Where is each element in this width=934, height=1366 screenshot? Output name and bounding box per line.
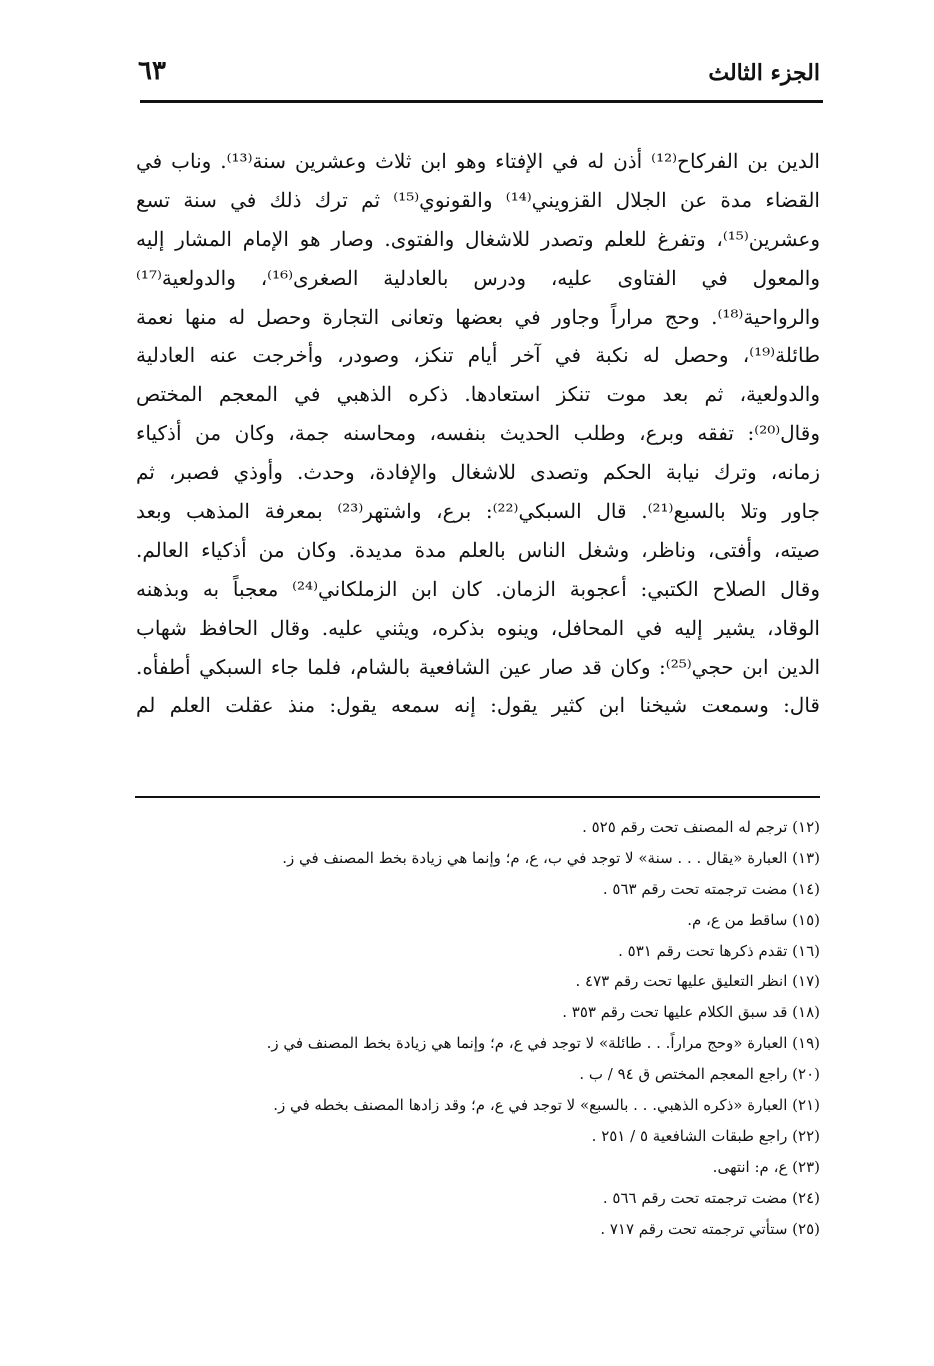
text-line: القضاء مدة عن الجلال القزويني⁽¹⁴⁾ والقونوي⁽¹⁵⁾ ثم ترك ذلك في سنة تسع [136,187,820,212]
footnote: (٢٠) راجع المعجم المختص ق ٩٤ / ب . [579,1065,820,1084]
footnote: (١٤) مضت ترجمته تحت رقم ٥٦٣ . [602,879,820,898]
text-line: الدين بن الفركاح⁽¹²⁾ أذن له في الإفتاء وهو ابن ثلاث وعشرين سنة⁽¹³⁾. وناب في [136,149,820,173]
footnote: (١٨) قد سبق الكلام عليها تحت رقم ٣٥٣ . [562,1003,820,1022]
text-line: قال: وسمعت شيخنا ابن كثير يقول: إنه سمعه يقول: منذ عقلت العلم لم [136,693,820,718]
text-line: وقال الصلاح الكتبي: أعجوبة الزمان. كان ابن الزملكاني⁽²⁴⁾ معجباً به وبذهنه [136,576,820,601]
text-line: وقال⁽²⁰⁾: تفقه وبرع، وطلب الحديث بنفسه، ومحاسنه جمة، وكان من أذكياء [136,421,820,446]
footnote-rule [135,796,820,798]
footnote: (٢٤) مضت ترجمته تحت رقم ٥٦٦ . [602,1188,820,1207]
footnote: (٢٣) ع، م: انتهى. [712,1157,820,1176]
text-line: جاور وتلا بالسبع⁽²¹⁾. قال السبكي⁽²²⁾: برع، واشتهر⁽²³⁾ بمعرفة المذهب وبعد [136,499,820,524]
footnotes [150,812,820,1244]
footnote: (١٩) العبارة «وحج مراراً. . . طائلة» لا توجد في ع، م؛ وإنما هي زيادة بخط المصنف في ز. [266,1034,820,1053]
footnote: (٢٥) ستأتي ترجمته تحت رقم ٧١٧ . [600,1219,820,1238]
header-rule [140,100,823,103]
text-line: صيته، وأفتى، وناظر، وشغل الناس بالعلم مدة مديدة. وكان من أذكياء العالم. [136,537,820,562]
text-line: وعشرين⁽¹⁵⁾، وتفرغ للعلم وتصدر للاشغال والفتوى. وصار هو الإمام المشار إليه [136,226,820,251]
text-line: والمعول في الفتاوى عليه، ودرس بالعادلية الصغرى⁽¹⁶⁾، والدولعية⁽¹⁷⁾ [136,265,820,290]
footnote: (١٧) انظر التعليق عليها تحت رقم ٤٧٣ . [575,972,820,991]
running-title: الجزء الثالث [708,60,820,86]
footnote: (١٢) ترجم له المصنف تحت رقم ٥٢٥ . [582,818,820,836]
text-line: والرواحية⁽¹⁸⁾. وحج مراراً وجاور في بعضها وتعانى التجارة وحصل له منها نعمة [136,304,820,329]
page-number: ٦٣ [138,56,166,86]
text-line: الدين ابن حجي⁽²⁵⁾: وكان قد صار عين الشافعية بالشام، فلما جاء السبكي أطفأه. [136,654,820,679]
text-line: زمانه، وترك نيابة الحكم وتصدى للاشغال والإفادة، وحدث. وأوذي فصبر، ثم [136,460,820,485]
footnote: (١٣) العبارة «يقال . . . سنة» لا توجد في ب، ع، م؛ وإنما هي زيادة بخط المصنف في ز. [282,848,820,867]
text-line: طائلة⁽¹⁹⁾، وحصل له نكبة في آخر أيام تنكز، وصودر، وأخرجت عنه العادلية [136,343,820,368]
text-line: والدولعية، ثم بعد موت تنكز استعادها. ذكره الذهبي في المعجم المختص [136,382,820,407]
footnote: (١٥) ساقط من ع، م. [687,910,820,929]
footnote: (١٦) تقدم ذكرها تحت رقم ٥٣١ . [618,941,820,960]
main-text [136,142,820,725]
text-line: الوقاد، يشير إليه في المحافل، وينوه بذكره، ويثني عليه. وقال الحافظ شهاب [136,615,820,640]
footnote: (٢٢) راجع طبقات الشافعية ٥ / ٢٥١ . [591,1126,820,1145]
page-header [138,52,820,92]
footnote: (٢١) العبارة «ذكره الذهبي. . . بالسبع» لا توجد في ع، م؛ وقد زادها المصنف بخطه في ز. [273,1096,820,1115]
